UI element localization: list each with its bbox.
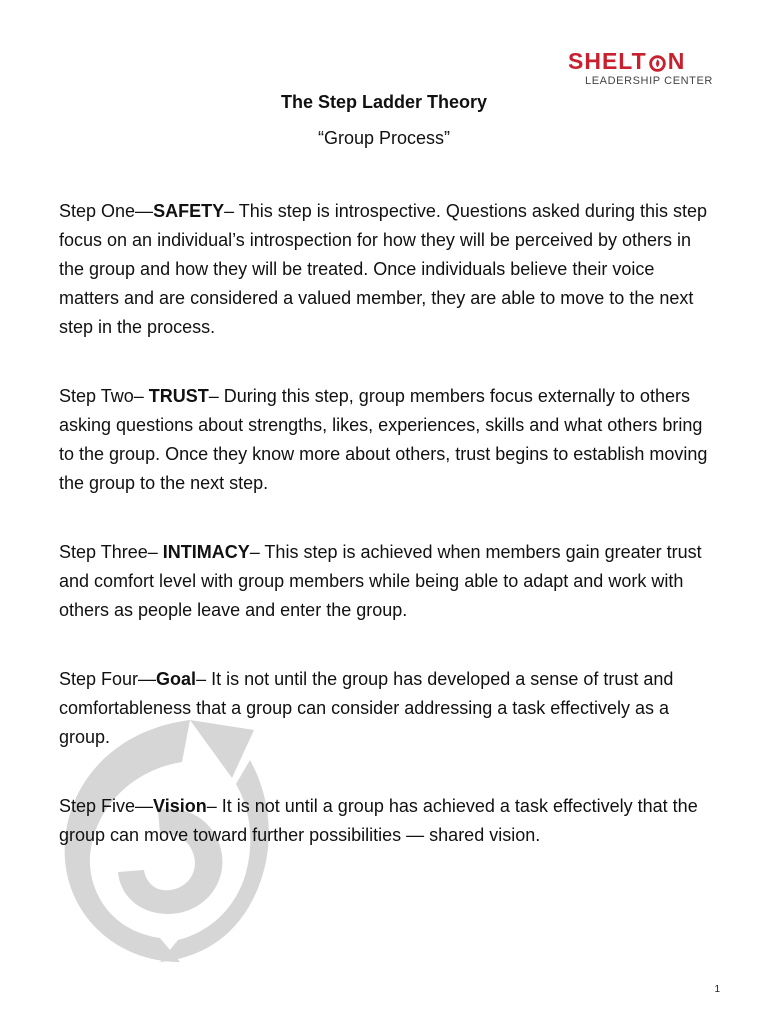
steps-list bbox=[59, 197, 709, 890]
step-paragraph bbox=[59, 197, 709, 342]
step-text: – During this step, group members focus externally to others asking questions about strengths, likes, experiences, skills and what others bring to the group. Once they know more about others, trust begins to establish moving the group to the next step. bbox=[59, 386, 708, 493]
logo-name-part: N bbox=[667, 48, 686, 74]
step-text: – This step is introspective. Questions asked during this step focus on an individual’s introspection for how they will be perceived by others in the group and how they will be treated. Once individuals believe their voice matters and are considered a valued member, they are able to move to the next step in the process. bbox=[59, 201, 707, 337]
step-term: Goal bbox=[156, 669, 197, 689]
logo-subtitle: LEADERSHIP CENTER bbox=[585, 75, 713, 87]
step-term: TRUST bbox=[148, 386, 209, 406]
shelton-logo bbox=[568, 48, 718, 87]
flame-icon bbox=[648, 52, 667, 71]
step-term: SAFETY bbox=[153, 201, 225, 221]
page-title: The Step Ladder Theory bbox=[280, 92, 488, 112]
step-text: – This step is achieved when members gain greater trust and comfort level with group members while being able to adapt and work with others as people leave and enter the group. bbox=[59, 542, 702, 620]
step-term: INTIMACY bbox=[162, 542, 250, 562]
step-paragraph bbox=[59, 382, 709, 498]
step-paragraph bbox=[59, 792, 709, 850]
step-paragraph bbox=[59, 538, 709, 625]
page-number: 1 bbox=[714, 984, 720, 995]
step-label: Step Three– bbox=[59, 542, 163, 562]
step-paragraph bbox=[59, 665, 709, 752]
step-text: – It is not until a group has achieved a task effectively that the group can move toward further possibilities — shared vision. bbox=[59, 796, 698, 845]
step-label: Step Four— bbox=[59, 669, 157, 689]
step-text: – It is not until the group has developed a sense of trust and comfortableness that a group can consider addressing a task effectively as a group. bbox=[59, 669, 674, 747]
step-term: Vision bbox=[153, 796, 207, 816]
step-label: Step Two– bbox=[59, 386, 149, 406]
step-label: Step One— bbox=[59, 201, 154, 221]
logo-name-part: SHELT bbox=[568, 48, 647, 74]
page-subtitle: “Group Process” bbox=[317, 128, 451, 148]
step-label: Step Five— bbox=[59, 796, 154, 816]
logo-wordmark bbox=[568, 48, 718, 74]
